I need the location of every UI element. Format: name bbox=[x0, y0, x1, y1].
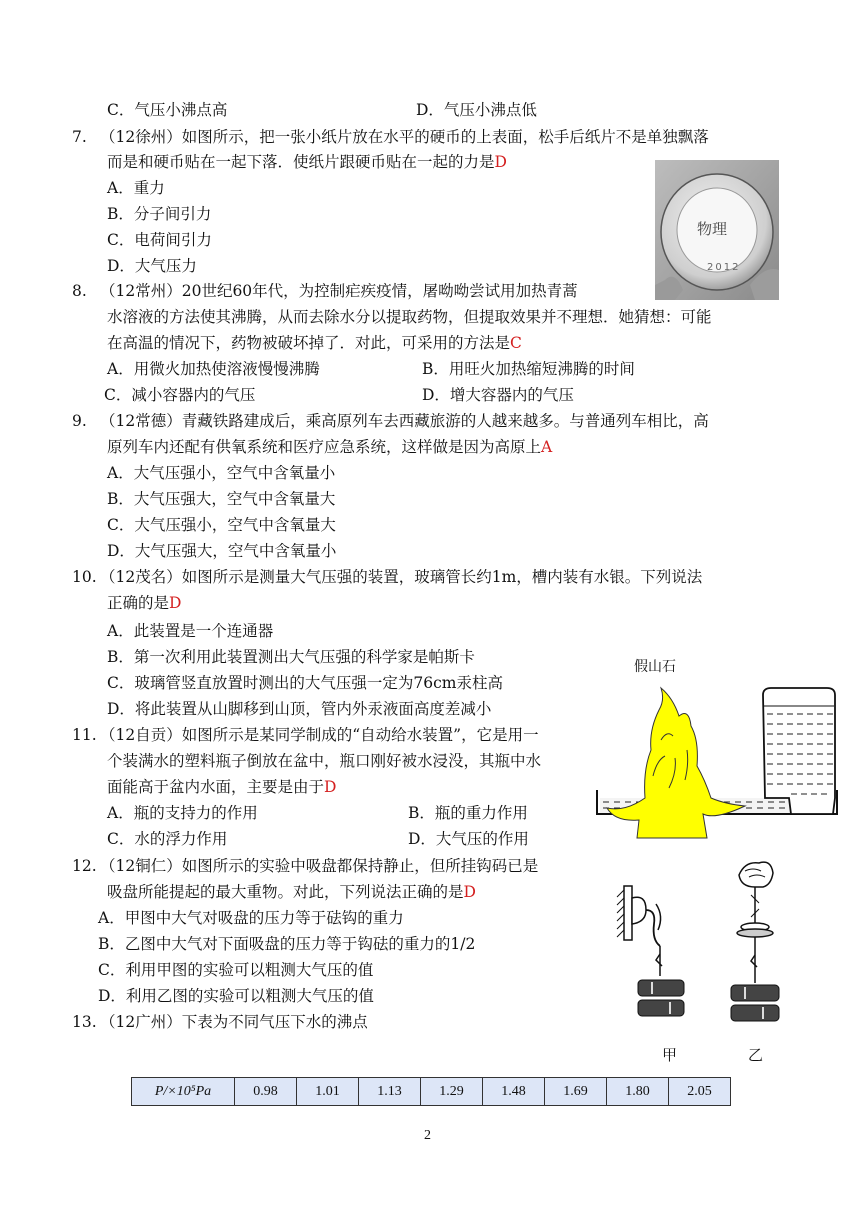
q8-option-c: C．减小容器内的气压 bbox=[104, 386, 256, 404]
q9-option-d: D．大气压强大，空气中含氧量小 bbox=[107, 542, 337, 560]
table-row bbox=[132, 1078, 731, 1106]
table-cell: 0.98 bbox=[235, 1078, 297, 1106]
q11-option-b: B．瓶的重力作用 bbox=[408, 804, 528, 822]
q9-option-a: A．大气压强小，空气中含氧量小 bbox=[107, 464, 336, 482]
q7-stem-line1: （12徐州）如图所示，把一张小纸片放在水平的硬币的上表面，松手后纸片不是单独飘落 bbox=[100, 128, 709, 146]
q11-number: 11. bbox=[72, 726, 97, 744]
q8-stem-line3: 在高温的情况下，药物被破坏掉了．对此，可采用的方法是C bbox=[107, 334, 522, 352]
q7-option-d: D．大气压力 bbox=[107, 257, 197, 275]
q11-answer: D bbox=[324, 778, 337, 796]
page-number: 2 bbox=[424, 1128, 431, 1143]
q8-answer: C bbox=[510, 334, 522, 352]
q9-option-c: C．大气压强小，空气中含氧量大 bbox=[107, 516, 336, 534]
q12-stem-line1: （12铜仁）如图所示的实验中吸盘都保持静止，但所挂钩码已是 bbox=[100, 857, 539, 875]
table-cell: 2.05 bbox=[669, 1078, 731, 1106]
q11-option-d: D．大气压的作用 bbox=[408, 830, 529, 848]
q7-option-a: A．重力 bbox=[107, 179, 165, 197]
q10-answer: D bbox=[169, 594, 182, 612]
table-cell: 1.13 bbox=[359, 1078, 421, 1106]
q13-number: 13. bbox=[72, 1013, 97, 1031]
q10-number: 10. bbox=[72, 568, 97, 586]
q10-option-c: C．玻璃管竖直放置时测出的大气压强一定为76cm汞柱高 bbox=[107, 674, 503, 692]
table-cell: 1.29 bbox=[421, 1078, 483, 1106]
q8-option-a: A．用微火加热使溶液慢慢沸腾 bbox=[107, 360, 320, 378]
q11-option-c: C．水的浮力作用 bbox=[107, 830, 228, 848]
q8-number: 8. bbox=[72, 282, 87, 300]
suction-cup-figure-yi bbox=[715, 855, 801, 1035]
figure-label-jia: 甲 bbox=[662, 1046, 678, 1064]
figure-label-yi: 乙 bbox=[748, 1046, 764, 1064]
q12-stem-line2: 吸盘所能提起的最大重物。对此，下列说法正确的是D bbox=[107, 883, 476, 901]
q13-stem-line1: （12广州）下表为不同气压下水的沸点 bbox=[100, 1013, 368, 1031]
rockery-label: 假山石 bbox=[634, 659, 676, 675]
q7-option-c: C．电荷间引力 bbox=[107, 231, 212, 249]
q7-number: 7. bbox=[72, 128, 87, 146]
q7-stem-line2: 而是和硬币贴在一起下落．使纸片跟硬币贴在一起的力是D bbox=[107, 153, 507, 171]
q11-option-a: A．瓶的支持力的作用 bbox=[107, 804, 258, 822]
q10-stem-line1: （12茂名）如图所示是测量大气压强的装置，玻璃管长约1m，槽内装有水银。下列说法 bbox=[100, 568, 703, 586]
q10-option-b: B．第一次利用此装置测出大气压强的科学家是帕斯卡 bbox=[107, 648, 475, 666]
q12-option-b: B．乙图中大气对下面吸盘的压力等于钩砝的重力的1/2 bbox=[98, 935, 476, 953]
table-cell: 1.01 bbox=[297, 1078, 359, 1106]
q8-stem-line1: （12常州）20世纪60年代，为控制疟疾疫情，屠呦呦尝试用加热青蒿 bbox=[100, 282, 578, 300]
q9-number: 9. bbox=[72, 412, 87, 430]
coin-year: 2012 bbox=[707, 262, 741, 273]
coin-text: 物理 bbox=[697, 220, 728, 238]
table-cell: 1.48 bbox=[483, 1078, 545, 1106]
q12-option-d: D．利用乙图的实验可以粗测大气压的值 bbox=[98, 987, 374, 1005]
q9-option-b: B．大气压强大，空气中含氧量大 bbox=[107, 490, 336, 508]
table-cell: 1.69 bbox=[545, 1078, 607, 1106]
q9-stem-line2: 原列车内还配有供氧系统和医疗应急系统，这样做是因为高原上A bbox=[107, 438, 553, 456]
q12-option-a: A．甲图中大气对吸盘的压力等于砝钩的重力 bbox=[98, 909, 404, 927]
table-header-cell: P/×10⁵Pa bbox=[132, 1078, 235, 1106]
q11-stem-line2: 个装满水的塑料瓶子倒放在盆中，瓶口刚好被水浸没，其瓶中水 bbox=[107, 752, 542, 770]
auto-watering-figure bbox=[595, 680, 840, 840]
q8-stem-line2: 水溶液的方法使其沸腾，从而去除水分以提取药物，但提取效果并不理想．她猜想：可能 bbox=[107, 308, 712, 326]
q7-option-b: B．分子间引力 bbox=[107, 205, 212, 223]
coin-photo bbox=[655, 160, 779, 300]
table-cell: 1.80 bbox=[607, 1078, 669, 1106]
q10-option-d: D．将此装置从山脚移到山顶，管内外汞液面高度差减小 bbox=[107, 700, 492, 718]
q12-number: 12. bbox=[72, 857, 97, 875]
q11-stem-line3: 面能高于盆内水面，主要是由于D bbox=[107, 778, 337, 796]
q10-stem-line2: 正确的是D bbox=[107, 594, 182, 612]
q8-option-d: D．增大容器内的气压 bbox=[422, 386, 574, 404]
q8-option-b: B．用旺火加热缩短沸腾的时间 bbox=[422, 360, 635, 378]
q11-stem-line1: （12自贡）如图所示是某同学制成的“自动给水装置”，它是用一 bbox=[100, 726, 539, 744]
q6-option-d: D．气压小沸点低 bbox=[416, 101, 537, 119]
q6-option-c: C．气压小沸点高 bbox=[107, 101, 228, 119]
q9-stem-line1: （12常德）青藏铁路建成后，乘高原列车去西藏旅游的人越来越多。与普通列车相比，高 bbox=[100, 412, 709, 430]
suction-cup-figure-jia bbox=[612, 880, 698, 1030]
boiling-point-table bbox=[131, 1077, 731, 1106]
q9-answer: A bbox=[541, 438, 553, 456]
q12-option-c: C．利用甲图的实验可以粗测大气压的值 bbox=[98, 961, 374, 979]
q10-option-a: A．此装置是一个连通器 bbox=[107, 622, 274, 640]
q7-answer: D bbox=[494, 153, 507, 171]
q12-answer: D bbox=[463, 883, 476, 901]
